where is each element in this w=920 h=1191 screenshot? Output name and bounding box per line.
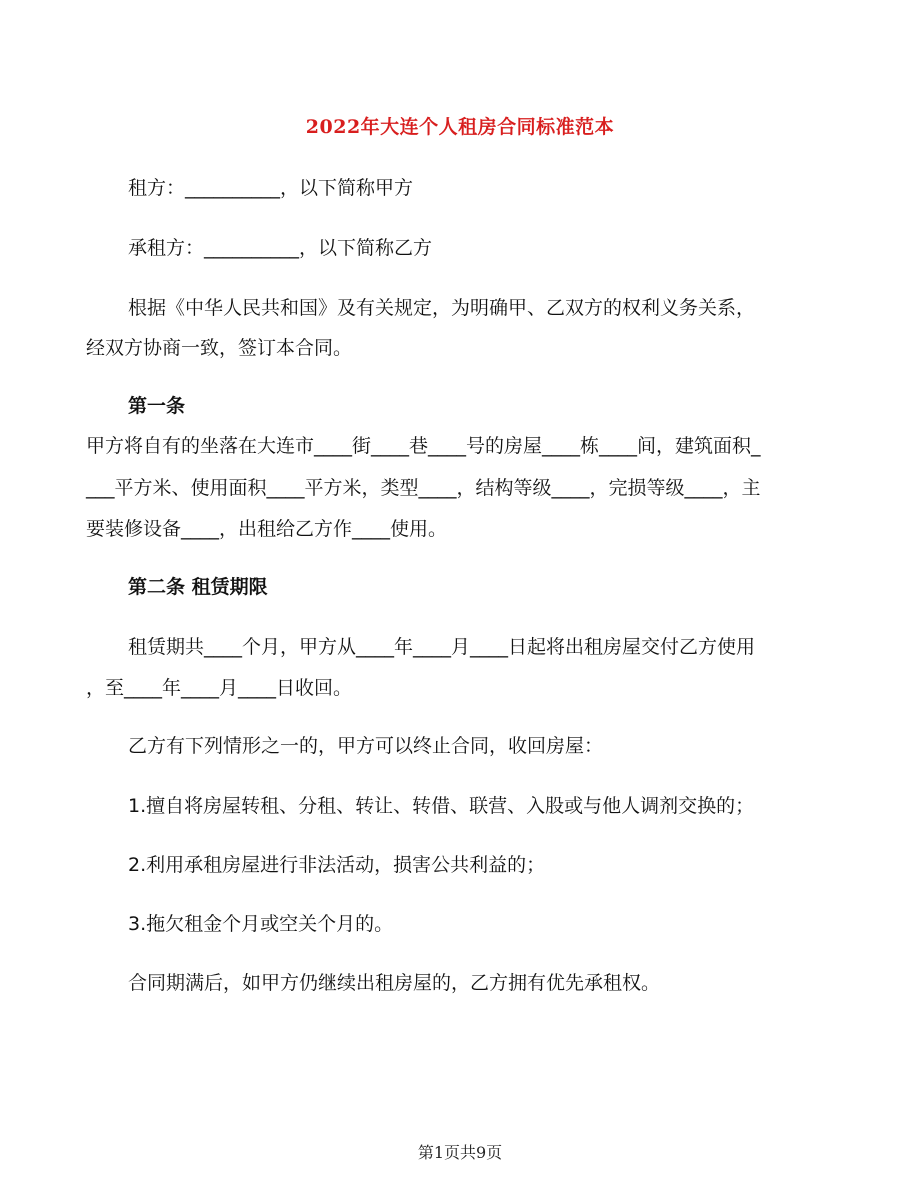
- page-title: 2022年大连个人租房合同标准范本: [305, 116, 615, 138]
- lessor-line: 租方：__________，以下简称甲方: [128, 177, 414, 199]
- intro-line-2: 经双方协商一致，签订本合同。: [86, 337, 353, 359]
- article2-term-line-1: 租赁期共____个月，甲方从____年____月____日起将出租房屋交付乙方使用: [128, 636, 756, 658]
- termination-item-1: 1.擅自将房屋转租、分租、转让、转借、联营、入股或与他人调剂交换的；: [128, 795, 755, 817]
- termination-item-2: 2.利用承租房屋进行非法活动，损害公共利益的；: [128, 854, 546, 876]
- article2-term-line-2: ，至____年____月____日收回。: [86, 677, 353, 699]
- article1-line-1: 甲方将自有的坐落在大连市____街____巷____号的房屋____栋____间，建筑面积_: [86, 435, 761, 457]
- termination-intro: 乙方有下列情形之一的，甲方可以终止合同，收回房屋：: [128, 735, 604, 757]
- renewal-clause: 合同期满后，如甲方仍继续出租房屋的，乙方拥有优先承租权。: [128, 972, 661, 994]
- termination-item-3: 3.拖欠租金个月或空关个月的。: [128, 913, 394, 935]
- intro-line-1: 根据《中华人民共和国》及有关规定，为明确甲、乙双方的权利义务关系，: [128, 297, 756, 319]
- article1-line-3: 要装修设备____，出租给乙方作____使用。: [86, 518, 448, 540]
- article1-heading: 第一条: [128, 395, 186, 417]
- article1-line-2: ___平方米、使用面积____平方米，类型____，结构等级____，完损等级____，主: [86, 477, 761, 499]
- lessee-line: 承租方：__________，以下简称乙方: [128, 237, 433, 259]
- page-footer: 第1页共9页: [417, 1143, 503, 1162]
- article2-heading: 第二条 租赁期限: [128, 576, 268, 598]
